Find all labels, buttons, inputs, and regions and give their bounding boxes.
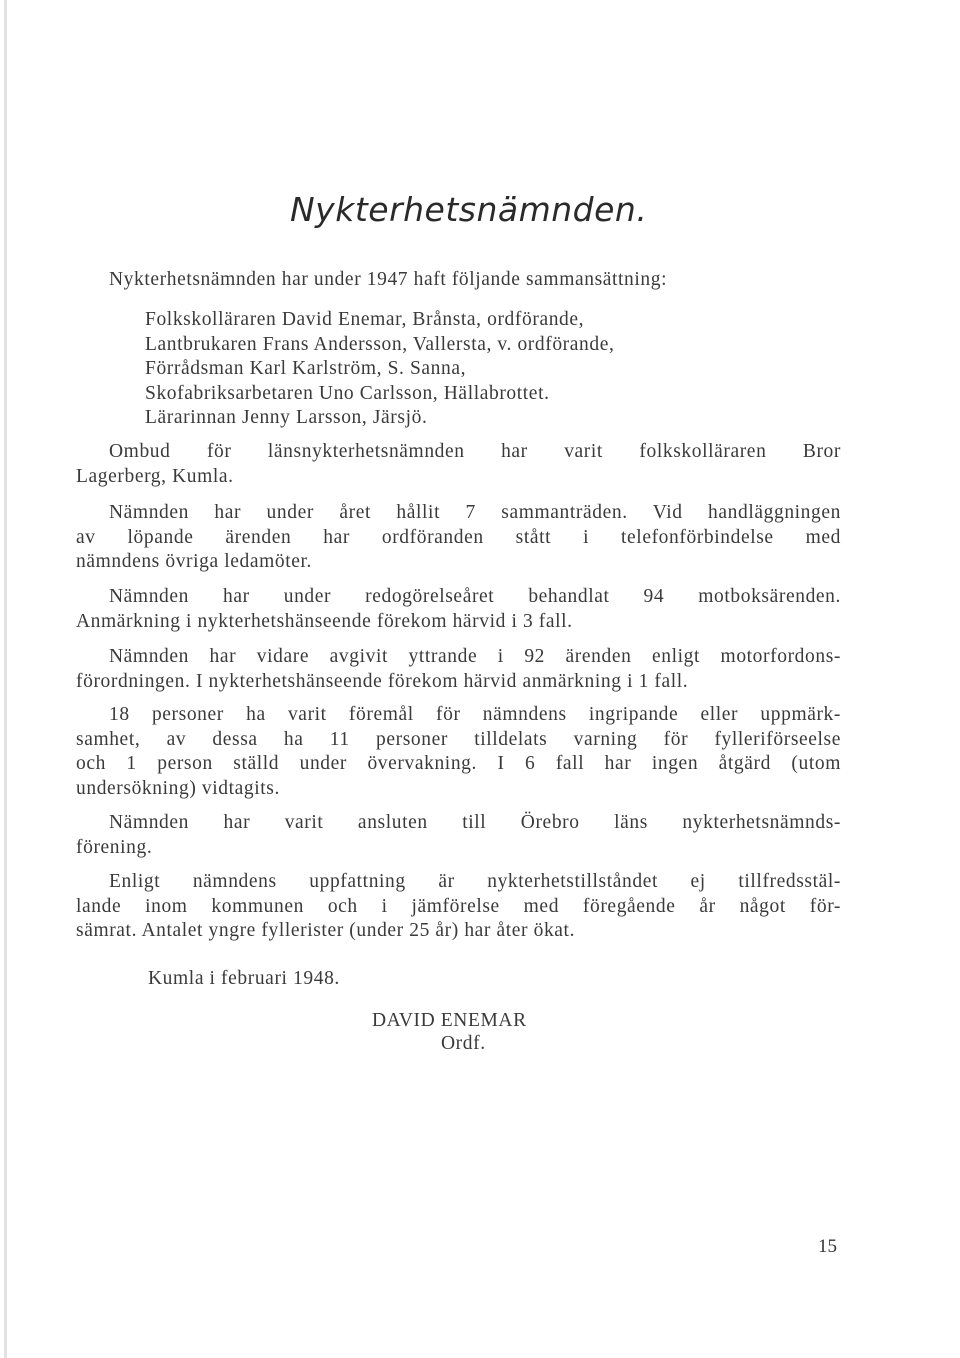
- signature-name: DAVID ENEMAR: [372, 1010, 527, 1031]
- paragraph-line: 18 personer ha varit föremål för nämndens ingripande eller uppmärk-: [109, 704, 841, 725]
- paragraph-line: Enligt nämndens uppfattning är nykterhetstillståndet ej tillfredsstäl-: [109, 871, 841, 892]
- member-item: Skofabriksarbetaren Uno Carlsson, Hällabrottet.: [145, 382, 550, 404]
- intro-line: Nykterhetsnämnden har under 1947 haft följande sammansättning:: [109, 269, 668, 290]
- paragraph-personer: [76, 703, 841, 801]
- paragraph-line: sämrat. Antalet yngre fyllerister (under 25 år) har åter ökat.: [76, 920, 576, 942]
- paragraph-sammantraden: [76, 501, 841, 575]
- paragraph-line: samhet, av dessa ha 11 personer tilldelats varning för fylleriförseelse: [76, 728, 841, 750]
- paragraph-ombud: [76, 440, 841, 489]
- signature-title: Ordf.: [441, 1033, 486, 1054]
- paragraph-line: Ombud för länsnykterhetsnämnden har varit folkskolläraren Bror: [109, 441, 841, 462]
- scan-margin-line: [4, 0, 7, 1358]
- member-item: Lärarinnan Jenny Larsson, Järsjö.: [145, 407, 428, 429]
- paragraph-line: av löpande ärenden har ordföranden stått i telefonförbindelse med: [76, 526, 841, 548]
- paragraph-line: förordningen. I nykterhetshänseende förekom härvid anmärkning i 1 fall.: [76, 670, 689, 692]
- paragraph-forening: [76, 811, 841, 860]
- paragraph-line: undersökning) vidtagits.: [76, 777, 280, 799]
- paragraph-line: Nämnden har vidare avgivit yttrande i 92 ärenden enligt motorfordons-: [109, 646, 841, 667]
- member-item: Förrådsman Karl Karlström, S. Sanna,: [145, 358, 467, 380]
- member-item: Lantbrukaren Frans Andersson, Vallersta, v. ordförande,: [145, 333, 615, 355]
- paragraph-motorfordon: [76, 645, 841, 694]
- paragraph-line: Nämnden har under året hållit 7 sammanträden. Vid handläggningen: [109, 502, 841, 523]
- member-list: [76, 308, 841, 431]
- paragraph-motboksarenden: [76, 585, 841, 634]
- paragraph-line: lande inom kommunen och i jämförelse med föregående år något för-: [76, 895, 841, 917]
- member-item: Folkskolläraren David Enemar, Brånsta, ordförande,: [145, 309, 585, 330]
- page-number: 15: [818, 1236, 837, 1257]
- paragraph-line: Nämnden har varit ansluten till Örebro läns nykterhetsnämnds-: [109, 812, 841, 833]
- paragraph-line: och 1 person ställd under övervakning. I 6 fall har ingen åtgärd (utom: [76, 753, 841, 775]
- page-title: Nykterhetsnämnden.: [290, 190, 648, 229]
- paragraph-line: Nämnden har under redogörelseåret behandlat 94 motboksärenden.: [109, 586, 841, 607]
- paragraph-line: Anmärkning i nykterhetshänseende förekom härvid i 3 fall.: [76, 610, 573, 632]
- intro-text: [76, 268, 841, 293]
- paragraph-line: förening.: [76, 836, 153, 858]
- place-date: Kumla i februari 1948.: [148, 968, 340, 989]
- paragraph-uppfattning: [76, 870, 841, 944]
- paragraph-line: nämndens övriga ledamöter.: [76, 551, 312, 573]
- paragraph-line: Lagerberg, Kumla.: [76, 465, 234, 487]
